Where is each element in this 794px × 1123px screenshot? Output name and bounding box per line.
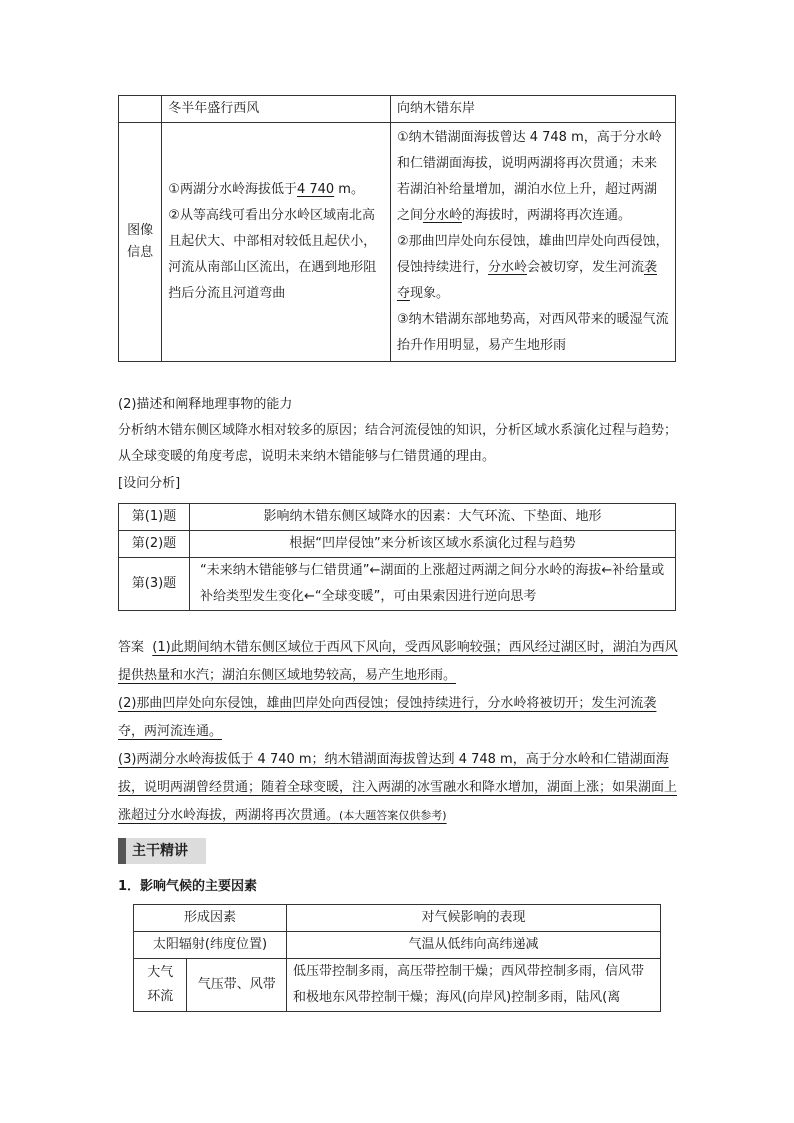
table-row <box>119 123 676 362</box>
answer-block <box>118 634 680 830</box>
answer-2: (2)那曲凹岸处向东侵蚀，雄曲凹岸处向西侵蚀；侵蚀持续进行，分水岭将被切开；发生河流袭夺，两河流连通。 <box>118 696 657 739</box>
info-table <box>118 95 676 362</box>
table-row <box>119 504 676 531</box>
table-row <box>119 558 676 611</box>
table-row <box>134 959 661 1012</box>
question-label: 第(1)题 <box>119 504 190 531</box>
analysis-table <box>118 503 676 611</box>
table-cell <box>119 96 162 123</box>
question-analysis: “未来纳木错能够与仁错贯通”←湖面的上涨超过两湖之间分水岭的海拔←补给量或补给类型发生变化←“全球变暖”，可由果索因进行逆向思考 <box>190 558 676 611</box>
answer-prefix: 答案 <box>118 640 145 655</box>
info-line: ③纳木错湖东部地势高，对西风带来的暖湿气流抬升作用明显，易产生地形雨 <box>396 312 669 353</box>
table-cell: 冬半年盛行西风 <box>162 96 391 123</box>
table-cell: 气温从低纬向高纬递减 <box>287 932 661 959</box>
table-cell: 低压带控制多雨，高压带控制干燥；西风带控制多雨，信风带和极地东风带控制干燥；海风(向岸风)控制多雨，陆风(离 <box>287 959 661 1012</box>
image-info-right <box>390 123 675 362</box>
info-line: ①两湖分水岭海拔低于4 740 m。 <box>168 182 364 197</box>
section-header <box>118 838 206 864</box>
answer-3: (3)两湖分水岭海拔低于 4 740 m；纳木错湖面海拔曾达到 4 748 m，高于分水岭和仁错湖面海拔，说明两湖曾经贯通；随着全球变暖，注入两湖的冰雪融水和降水增加，湖面上涨；如果湖面上涨超过分水岭海拔，两湖将再次贯通。(本大题答案仅供参考) <box>118 752 678 823</box>
table-cell: 太阳辐射(纬度位置) <box>134 932 287 959</box>
row-label-text: 图像信息 <box>127 223 154 260</box>
info-line: ②那曲凹岸处向东侵蚀，雄曲凹岸处向西侵蚀，侵蚀持续进行，分水岭会被切穿，发生河流袭夺现象。 <box>396 234 669 301</box>
table-row <box>119 96 676 123</box>
ability-heading: (2)描述和阐释地理事物的能力 <box>118 397 293 412</box>
info-line: ①纳木错湖面海拔曾达 4 748 m，高于分水岭和仁错湖面海拔，说明两湖将再次贯通；未来若湖泊补给量增加，湖泊水位上升，超过两湖之间分水岭的海拔时，两湖将再次连通。 <box>396 130 662 223</box>
question-analysis: 根据“凹岸侵蚀”来分析该区域水系演化过程与趋势 <box>190 531 676 558</box>
analysis-heading: [设问分析] <box>118 476 181 491</box>
table-header-row <box>134 905 661 932</box>
table-cell: 气压带、风带 <box>187 959 287 1012</box>
table-cell: 大气环流 <box>134 959 187 1012</box>
climate-table <box>133 904 661 1012</box>
table-row <box>119 531 676 558</box>
table-row <box>134 932 661 959</box>
image-info-left <box>162 123 391 362</box>
question-label: 第(3)题 <box>119 558 190 611</box>
info-line: ②从等高线可看出分水岭区域南北高且起伏大、中部相对较低且起伏小，河流从南部山区流出，在遇到地形阻挡后分流且河道弯曲 <box>168 208 377 301</box>
answer-1: 答案 (1)此期间纳木错东侧区域位于西风下风向，受西风影响较强；西风经过湖区时，湖泊为西风提供热量和水汽；湖泊东侧区域地势较高，易产生地形雨。 <box>118 640 678 683</box>
section-title: 主干精讲 <box>132 843 188 859</box>
column-header: 形成因素 <box>134 905 287 932</box>
section-marker <box>118 838 126 864</box>
answer-note: (本大题答案仅供参考) <box>339 809 447 822</box>
column-header: 对气候影响的表现 <box>287 905 661 932</box>
question-analysis: 影响纳木错东侧区域降水的因素：大气环流、下垫面、地形 <box>190 504 676 531</box>
row-label <box>119 123 162 362</box>
ability-text: 分析纳木错东侧区域降水相对较多的原因；结合河流侵蚀的知识，分析区域水系演化过程与趋势；从全球变暖的角度考虑，说明未来纳木错能够与仁错贯通的理由。 <box>118 423 678 464</box>
climate-heading: 1．影响气候的主要因素 <box>118 879 258 894</box>
question-label: 第(2)题 <box>119 531 190 558</box>
table-cell: 向纳木错东岸 <box>390 96 675 123</box>
